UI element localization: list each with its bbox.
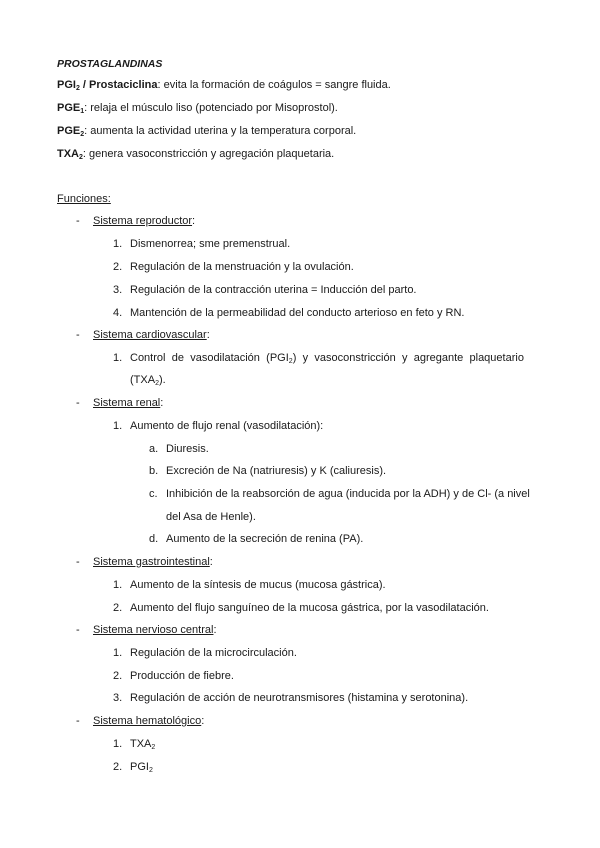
definition-pge2: $PGE_2$: aumenta la actividad uterina y la temperatura corporal. [57, 125, 357, 138]
document-page: PROSTAGLANDINAS $PGI_2$ / Prostaciclina: evita la formación de coágulos = sangre fluida. $PGE_1$: relaja el músculo liso (potenciado por Misoprostol). $PGE_2$: aumenta la actividad uterina y la temperatura corporal. $TXA_2$: genera vasoconstricción y agregación plaquetaria. Funciones: - Sistema reproductor: 1. Dismenorrea; sme premenstrual. 2. Regulación de la menstruación y la ovulación. 3. Regulación de la contracción uterina = Inducción del parto. 4. Mantención de la permeabilidad del conducto arterioso en feto y RN. - Sistema cardiovascular: 1. Control de vasodilatación $(PGI_2)$ y vasoconstricción y agregante plaquetario $(TXA_2)$. - Sistema renal: 1. Aumento de flujo renal (vasodilatación): a. Diuresis. b. Excreción de Na (natriuresis) y K (caliuresis). c. Inhibición de la reabsorción de agua (inducida por la ADH) y de Cl- (a nivel del Asa de Henle). d. Aumento de la secreción de renina (PA). - Sistema gastrointestinal: 1. Aumento de la síntesis de mucus (mucosa gástrica). 2. Aumento del flujo sanguíneo de la mucosa gástrica, por la vasodilatación. - Sistema nervioso central: 1. Regulación de la microcirculación. 2. Producción de fiebre. 3. Regulación de acción de neurotransmisores (histamina y serotonina). - Sistema hematológico: 1. $TXA_2$ 2. $PGI_2$ [57, 58, 530, 774]
definition-pge1: $PGE_1$: relaja el músculo liso (potenciado por Misoprostol). [57, 102, 338, 115]
bullet-dash: - [76, 215, 80, 227]
definition-pgi2: $PGI_2$ / Prostaciclina: evita la formación de coágulos = sangre fluida. [57, 79, 391, 92]
functions-heading: Funciones: [57, 193, 111, 205]
page-title: PROSTAGLANDINAS [57, 58, 163, 70]
definition-txa2: $TXA_2$: genera vasoconstricción y agregación plaquetaria. [57, 148, 335, 161]
